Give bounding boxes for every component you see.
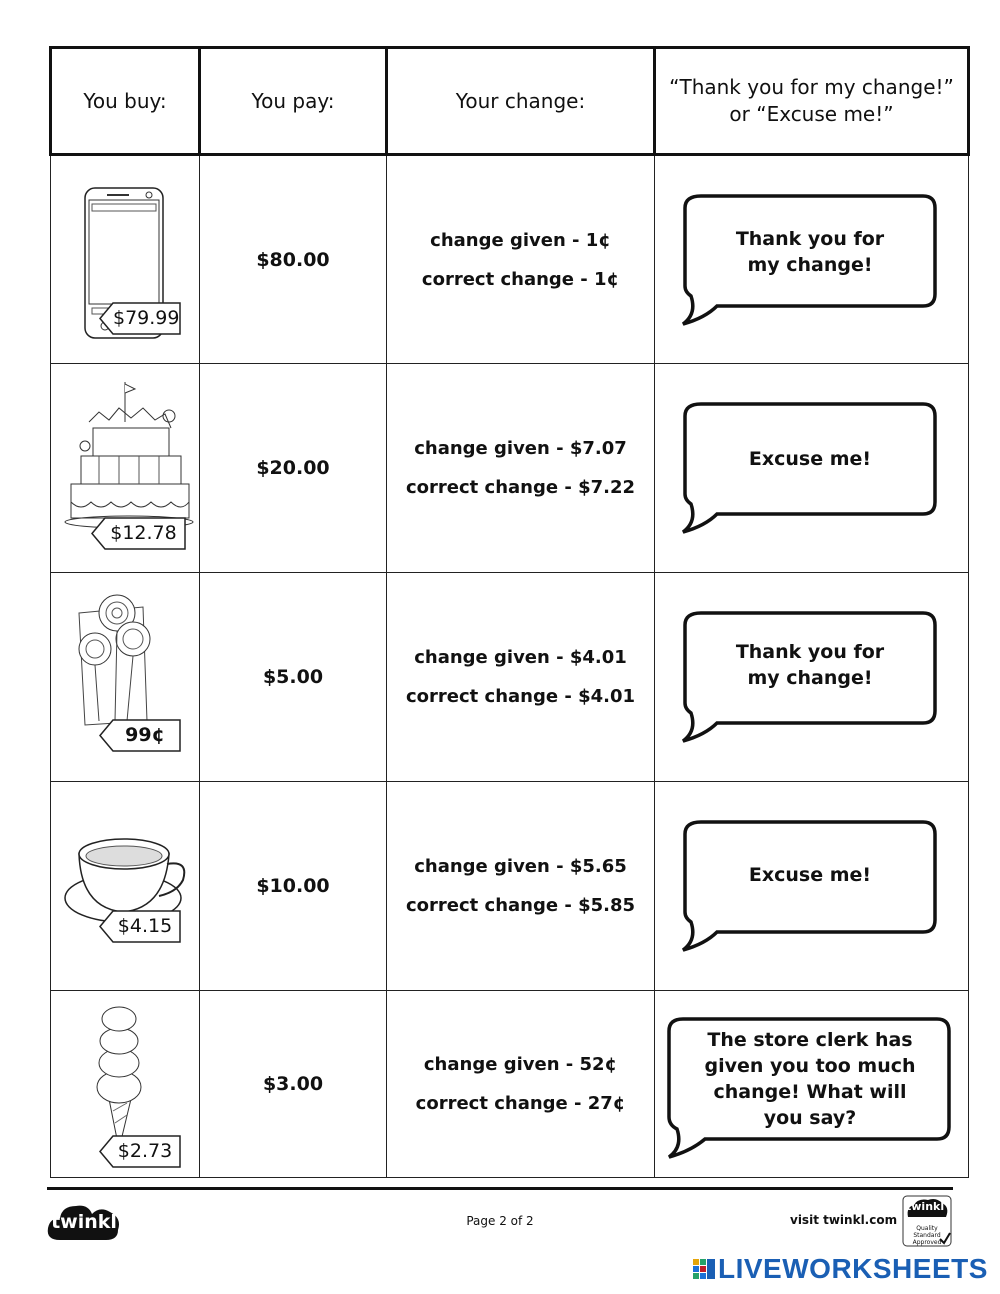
price-tag [99, 302, 181, 335]
response-line: Excuse me! [748, 448, 872, 471]
correct-change: correct change - $4.01 [405, 686, 636, 708]
price-label: $4.15 [117, 915, 173, 938]
badge-line: Quality Standard [913, 1225, 941, 1239]
change-given: change given - 1¢ [430, 229, 611, 251]
speech-bubble-text [715, 226, 905, 278]
item-cell [51, 991, 200, 1178]
pay-cell: $20.00 [200, 364, 387, 573]
table-row [51, 573, 969, 782]
header-response [655, 48, 969, 155]
change-given: change given - $4.01 [414, 647, 627, 669]
change-given: change given - $7.07 [414, 438, 627, 460]
visit-link[interactable]: visit twinkl.com [790, 1213, 898, 1227]
table-row [51, 364, 969, 573]
header-row [51, 48, 969, 155]
change-cell [387, 155, 655, 364]
response-line: The store clerk has [707, 1029, 913, 1052]
item-cell [51, 364, 200, 573]
response-line: my change! [747, 667, 873, 690]
change-cell [387, 991, 655, 1178]
change-cell [387, 573, 655, 782]
header-you-pay: You pay: [200, 48, 387, 155]
page-number: Page 2 of 2 [466, 1214, 534, 1228]
speech-bubble-text [715, 446, 905, 472]
table-row [51, 991, 969, 1178]
table-row [51, 782, 969, 991]
correct-change: correct change - 1¢ [421, 268, 620, 290]
price-label: $2.73 [117, 1140, 173, 1163]
response-line: change! What will [713, 1081, 907, 1104]
table-row [51, 155, 969, 364]
response-line: Thank you for [735, 228, 885, 250]
response-cell [655, 991, 969, 1178]
item-cell [51, 573, 200, 782]
badge-caption [902, 1225, 952, 1246]
pay-cell: $3.00 [200, 991, 387, 1178]
speech-bubble-text [695, 1027, 925, 1131]
price-label: 99¢ [125, 724, 165, 747]
response-cell [655, 782, 969, 991]
change-given: change given - $5.65 [414, 856, 627, 878]
correct-change: correct change - 27¢ [415, 1093, 626, 1115]
price-tag [99, 1135, 181, 1168]
badge-logo-text: twinkl [906, 1200, 945, 1213]
response-line: my change! [747, 254, 873, 276]
item-cell [51, 782, 200, 991]
twinkl-logo: twinkl [46, 1200, 122, 1246]
correct-change: correct change - $5.85 [405, 895, 636, 917]
liveworksheets-logo-icon [693, 1255, 717, 1285]
pay-cell: $5.00 [200, 573, 387, 782]
badge-line: Approved [912, 1239, 942, 1246]
response-line: you say? [763, 1107, 857, 1130]
pay-cell: $80.00 [200, 155, 387, 364]
response-cell [655, 364, 969, 573]
correct-change: correct change - $7.22 [405, 477, 636, 499]
footer-divider [47, 1187, 953, 1190]
teacup-icon [59, 790, 189, 980]
header-your-change: Your change: [387, 48, 655, 155]
response-cell [655, 155, 969, 364]
speech-bubble-text [715, 639, 905, 691]
header-you-buy: You buy: [51, 48, 200, 155]
header-response-line1: “Thank you for my change!” [669, 75, 954, 99]
liveworksheets-brand[interactable]: LIVEWORKSHEETS [718, 1253, 988, 1284]
price-tag [99, 719, 181, 752]
price-label: $79.99 [113, 307, 180, 329]
pay-cell: $10.00 [200, 782, 387, 991]
price-label: $12.78 [110, 522, 177, 545]
response-line: Thank you for [735, 641, 885, 664]
quality-badge [902, 1195, 952, 1247]
price-tag [91, 517, 186, 550]
change-cell [387, 364, 655, 573]
change-cell [387, 782, 655, 991]
item-cell [51, 155, 200, 364]
change-given: change given - 52¢ [423, 1054, 618, 1076]
speech-bubble-text [715, 862, 905, 888]
response-line: given you too much [704, 1055, 916, 1078]
response-line: Excuse me! [748, 864, 872, 887]
response-cell [655, 573, 969, 782]
price-tag [99, 910, 181, 943]
worksheet-table [49, 46, 970, 1178]
header-response-line2: or “Excuse me!” [729, 102, 894, 126]
